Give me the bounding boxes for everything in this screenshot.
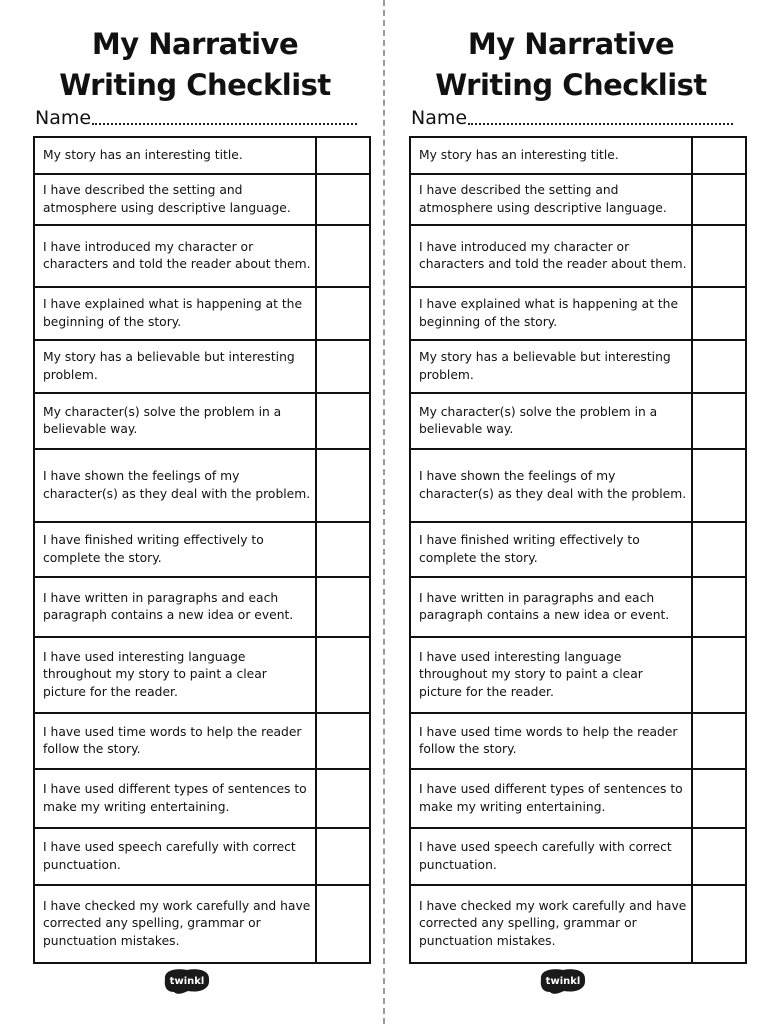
- name-dotted-line[interactable]: [468, 123, 733, 125]
- tick-box[interactable]: [692, 137, 746, 174]
- tick-box[interactable]: [316, 340, 370, 393]
- checklist-row: [410, 287, 746, 340]
- tick-box[interactable]: [692, 449, 746, 522]
- checklist-row: [410, 637, 746, 713]
- checklist-row: [410, 769, 746, 828]
- tick-box[interactable]: [316, 769, 370, 828]
- checklist-item-text: I have shown the feelings of my character(s) as they deal with the problem.: [34, 449, 316, 522]
- logo-wordmark: twinkl: [545, 976, 581, 987]
- tick-box[interactable]: [692, 713, 746, 769]
- tick-box[interactable]: [316, 287, 370, 340]
- tick-box[interactable]: [692, 577, 746, 637]
- checklist-item-text: I have introduced my character or characters and told the reader about them.: [410, 225, 692, 287]
- checklist-row: [34, 225, 370, 287]
- tick-box[interactable]: [316, 828, 370, 885]
- checklist-row: [34, 828, 370, 885]
- checklist-item-text: My character(s) solve the problem in a believable way.: [410, 393, 692, 449]
- checklist-item-text: I have used time words to help the reader follow the story.: [410, 713, 692, 769]
- checklist-row: [34, 885, 370, 963]
- name-dotted-line[interactable]: [92, 123, 357, 125]
- logo-wordmark: twinkl: [169, 976, 205, 987]
- checklist-item-text: My story has a believable but interesting problem.: [34, 340, 316, 393]
- checklist-item-text: My story has a believable but interesting problem.: [410, 340, 692, 393]
- tick-box[interactable]: [316, 449, 370, 522]
- checklist-row: [34, 637, 370, 713]
- checklist-row: [410, 577, 746, 637]
- tick-box[interactable]: [316, 225, 370, 287]
- name-label: Name: [35, 107, 92, 129]
- checklist-title: [399, 24, 743, 106]
- tick-box[interactable]: [316, 522, 370, 577]
- checklist-item-text: I have written in paragraphs and each paragraph contains a new idea or event.: [410, 577, 692, 637]
- checklist-item-text: My story has an interesting title.: [410, 137, 692, 174]
- checklist-row: [34, 340, 370, 393]
- checklist-item-text: I have checked my work carefully and have corrected any spelling, grammar or punctuation mistakes.: [34, 885, 316, 963]
- checklist-row: [34, 522, 370, 577]
- tick-box[interactable]: [692, 885, 746, 963]
- title-line-2: Writing Checklist: [59, 68, 331, 102]
- tick-box[interactable]: [692, 174, 746, 225]
- checklist-item-text: I have described the setting and atmosphere using descriptive language.: [410, 174, 692, 225]
- tick-box[interactable]: [692, 287, 746, 340]
- tick-box[interactable]: [692, 637, 746, 713]
- tick-box[interactable]: [692, 522, 746, 577]
- checklist-row: [410, 885, 746, 963]
- tick-box[interactable]: [692, 828, 746, 885]
- twinkl-logo: [162, 966, 212, 996]
- checklist-item-text: I have described the setting and atmosphere using descriptive language.: [34, 174, 316, 225]
- name-field[interactable]: [35, 104, 357, 130]
- cut-line-divider: [383, 0, 385, 1024]
- tick-box[interactable]: [692, 340, 746, 393]
- checklist-row: [410, 393, 746, 449]
- checklist-row: [34, 287, 370, 340]
- title-line-1: My Narrative: [91, 27, 299, 61]
- tick-box[interactable]: [692, 393, 746, 449]
- checklist-item-text: I have shown the feelings of my character(s) as they deal with the problem.: [410, 449, 692, 522]
- checklist-item-text: I have used speech carefully with correct punctuation.: [410, 828, 692, 885]
- checklist-item-text: I have used different types of sentences to make my writing entertaining.: [34, 769, 316, 828]
- tick-box[interactable]: [316, 885, 370, 963]
- checklist-item-text: I have written in paragraphs and each paragraph contains a new idea or event.: [34, 577, 316, 637]
- checklist-row: [34, 449, 370, 522]
- checklist-row: [34, 769, 370, 828]
- checklist-card-right: [409, 0, 733, 1024]
- checklist-item-text: I have used time words to help the reader follow the story.: [34, 713, 316, 769]
- checklist-table: [409, 136, 747, 964]
- tick-box[interactable]: [316, 393, 370, 449]
- checklist-card-left: [33, 0, 357, 1024]
- checklist-row: [34, 393, 370, 449]
- tick-box[interactable]: [316, 713, 370, 769]
- checklist-row: [34, 174, 370, 225]
- checklist-item-text: My character(s) solve the problem in a believable way.: [34, 393, 316, 449]
- checklist-row: [34, 137, 370, 174]
- checklist-item-text: I have introduced my character or characters and told the reader about them.: [34, 225, 316, 287]
- checklist-item-text: I have checked my work carefully and have corrected any spelling, grammar or punctuation mistakes.: [410, 885, 692, 963]
- checklist-item-text: My story has an interesting title.: [34, 137, 316, 174]
- checklist-row: [410, 340, 746, 393]
- checklist-row: [410, 449, 746, 522]
- checklist-item-text: I have used interesting language throughout my story to paint a clear picture for the reader.: [410, 637, 692, 713]
- checklist-row: [410, 225, 746, 287]
- checklist-table: [33, 136, 371, 964]
- checklist-row: [34, 577, 370, 637]
- tick-box[interactable]: [692, 225, 746, 287]
- name-label: Name: [411, 107, 468, 129]
- checklist-item-text: I have used interesting language throughout my story to paint a clear picture for the reader.: [34, 637, 316, 713]
- title-line-2: Writing Checklist: [435, 68, 707, 102]
- checklist-row: [410, 174, 746, 225]
- tick-box[interactable]: [316, 637, 370, 713]
- tick-box[interactable]: [692, 769, 746, 828]
- checklist-row: [410, 522, 746, 577]
- checklist-row: [410, 713, 746, 769]
- checklist-row: [34, 713, 370, 769]
- checklist-item-text: I have explained what is happening at the beginning of the story.: [410, 287, 692, 340]
- checklist-item-text: I have finished writing effectively to complete the story.: [34, 522, 316, 577]
- checklist-item-text: I have used speech carefully with correct punctuation.: [34, 828, 316, 885]
- checklist-row: [410, 137, 746, 174]
- title-line-1: My Narrative: [467, 27, 675, 61]
- twinkl-logo: [538, 966, 588, 996]
- checklist-item-text: I have finished writing effectively to complete the story.: [410, 522, 692, 577]
- checklist-item-text: I have explained what is happening at the beginning of the story.: [34, 287, 316, 340]
- tick-box[interactable]: [316, 577, 370, 637]
- tick-box[interactable]: [316, 174, 370, 225]
- checklist-row: [410, 828, 746, 885]
- tick-box[interactable]: [316, 137, 370, 174]
- checklist-title: [23, 24, 367, 106]
- checklist-item-text: I have used different types of sentences to make my writing entertaining.: [410, 769, 692, 828]
- name-field[interactable]: [411, 104, 733, 130]
